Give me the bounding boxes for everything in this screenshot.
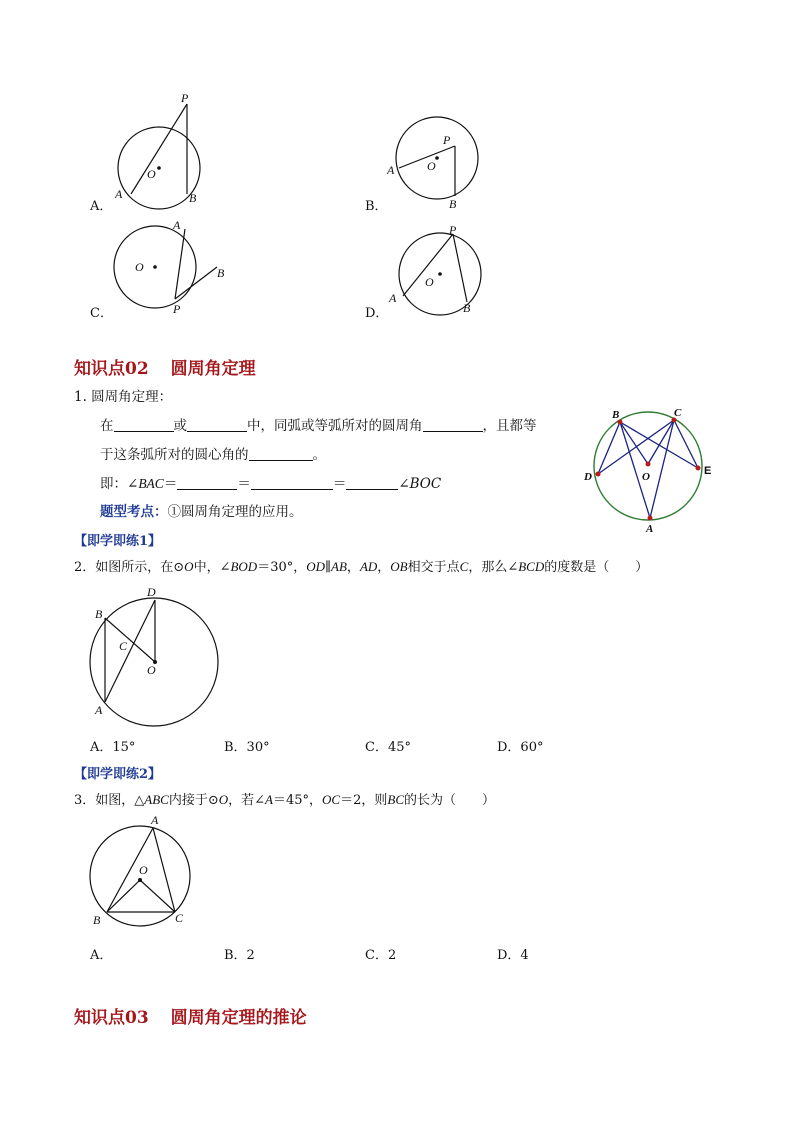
q3-option-c[interactable]: C．2 — [365, 948, 397, 963]
point-a-label: A — [173, 218, 181, 232]
var: ABC — [144, 792, 169, 807]
theorem-line-3 — [100, 474, 441, 494]
blank-2[interactable] — [187, 417, 247, 432]
text-segment: 即：∠ — [100, 476, 139, 492]
text-segment: ∥ — [325, 560, 332, 575]
text-segment: ， — [377, 560, 391, 575]
point-p-label: P — [449, 223, 457, 237]
section-number: 知识点03 — [74, 1008, 149, 1028]
angle-boc: ∠BOC — [398, 476, 442, 492]
point-o-label: O — [135, 260, 144, 274]
point-e-label: E — [704, 465, 712, 477]
question-2-figure — [85, 582, 225, 722]
equals-sign: ＝ — [237, 476, 251, 492]
q2-option-c[interactable]: C．45° — [365, 740, 411, 755]
option-a-label[interactable]: A． — [90, 199, 113, 214]
text-segment: 在 — [100, 418, 114, 434]
text-segment: 3．如图，△ — [74, 793, 145, 808]
point-b-label: B — [217, 266, 225, 280]
point-b-label: B — [449, 197, 457, 211]
point-o-label: O — [147, 167, 156, 181]
point-p-label: P — [443, 133, 451, 147]
var: A — [265, 792, 273, 807]
theorem-figure — [580, 402, 720, 538]
var: AD — [359, 559, 378, 574]
point-a-label: A — [115, 187, 123, 201]
point-a-label: A — [151, 813, 159, 827]
q3-option-b[interactable]: B．2 — [224, 948, 255, 963]
point-b-label: B — [189, 191, 197, 205]
figure-option-c — [105, 215, 235, 315]
text-segment: ＝45°， — [273, 793, 323, 808]
text-segment: ， — [346, 560, 360, 575]
point-d-label: D — [147, 585, 156, 599]
blank-6[interactable] — [251, 475, 333, 490]
blank-3[interactable] — [423, 417, 483, 432]
point-d-label: D — [584, 471, 592, 483]
equals-sign: ＝ — [163, 476, 178, 492]
text-segment: ，那么∠ — [468, 560, 519, 575]
section-number: 知识点02 — [74, 359, 149, 379]
text-segment: 中，同弧或等弧所对的圆周角 — [247, 418, 423, 434]
section-heading-03 — [74, 1003, 307, 1028]
text-segment: ＝30°， — [257, 560, 307, 575]
var: O — [218, 792, 229, 807]
text-segment: 的度数是（ ） — [544, 560, 649, 575]
topic-content: ①圆周角定理的应用。 — [167, 504, 303, 520]
var: AB — [331, 559, 347, 574]
var: OB — [390, 559, 408, 574]
text-segment: 中，∠ — [193, 560, 231, 575]
section-heading-02 — [74, 354, 256, 379]
var: BCD — [518, 559, 545, 574]
section-title: 圆周角定理的推论 — [170, 1008, 307, 1028]
point-o-label: O — [147, 663, 156, 677]
topic-label: 题型考点： — [100, 504, 168, 520]
point-a-label: A — [646, 523, 654, 535]
var: OC — [322, 792, 341, 807]
q2-option-d[interactable]: D．60° — [497, 740, 544, 755]
equals-sign: ＝ — [332, 476, 347, 492]
point-c-label: C — [674, 407, 682, 419]
point-b-label: B — [93, 913, 101, 927]
theorem-line-2 — [100, 445, 326, 465]
point-o-label: O — [425, 275, 434, 289]
text-segment: 。 — [312, 447, 326, 463]
question-3 — [74, 790, 495, 811]
section-title: 圆周角定理 — [170, 359, 256, 379]
q3-option-d[interactable]: D．4 — [497, 948, 529, 963]
practice-tag-1: 【即学即练1】 — [74, 534, 162, 549]
blank-7[interactable] — [346, 475, 398, 490]
text-segment: 2．如图所示，在⊙ — [74, 560, 185, 575]
figure-option-d — [385, 222, 495, 322]
q2-option-b[interactable]: B．30° — [224, 740, 270, 755]
point-o-label: O — [139, 863, 148, 877]
theorem-title: 1. 圆周角定理： — [74, 389, 173, 405]
point-c-label: C — [175, 911, 184, 925]
q2-option-a[interactable]: A．15° — [90, 740, 136, 755]
point-o-label: O — [427, 159, 436, 173]
text-segment: ，若∠ — [228, 793, 266, 808]
point-p-label: P — [173, 302, 181, 316]
option-c-label[interactable]: C． — [90, 306, 113, 321]
option-b-label[interactable]: B． — [365, 199, 388, 214]
text-segment: 内接于⊙ — [168, 793, 219, 808]
point-a-label: A — [387, 163, 395, 177]
blank-5[interactable] — [177, 475, 237, 490]
var: BOD — [230, 559, 258, 574]
point-b-label: B — [463, 301, 471, 315]
var: OD — [306, 559, 326, 574]
text-segment: ＝2，则 — [340, 793, 388, 808]
q3-option-a[interactable]: A． — [90, 948, 113, 963]
practice-tag-2: 【即学即练2】 — [74, 767, 162, 782]
angle-bac: BAC — [138, 476, 164, 491]
theorem-line-1 — [100, 416, 537, 436]
option-d-label[interactable]: D． — [365, 306, 389, 321]
point-o-label: O — [642, 471, 650, 483]
text-segment: 或 — [173, 418, 187, 434]
text-segment: ，且都等 — [482, 418, 537, 434]
figure-option-b — [385, 110, 495, 210]
point-c-label: C — [119, 639, 128, 653]
var: BC — [387, 792, 405, 807]
question-2 — [74, 557, 648, 578]
text-segment: 于这条弧所对的圆心角的 — [100, 447, 249, 463]
question-3-figure — [85, 812, 215, 932]
text-segment: 相交于点 — [407, 560, 460, 575]
theorem-line-4 — [100, 502, 303, 522]
figure-option-a — [105, 90, 215, 210]
var: O — [184, 559, 194, 574]
point-b-label: B — [612, 409, 620, 421]
blank-1[interactable] — [114, 417, 174, 432]
point-b-label: B — [95, 607, 103, 621]
point-p-label: P — [181, 91, 189, 105]
blank-4[interactable] — [249, 446, 313, 461]
point-a-label: A — [389, 291, 397, 305]
text-segment: 的长为（ ） — [404, 793, 496, 808]
var: C — [459, 559, 469, 574]
point-a-label: A — [95, 703, 103, 717]
